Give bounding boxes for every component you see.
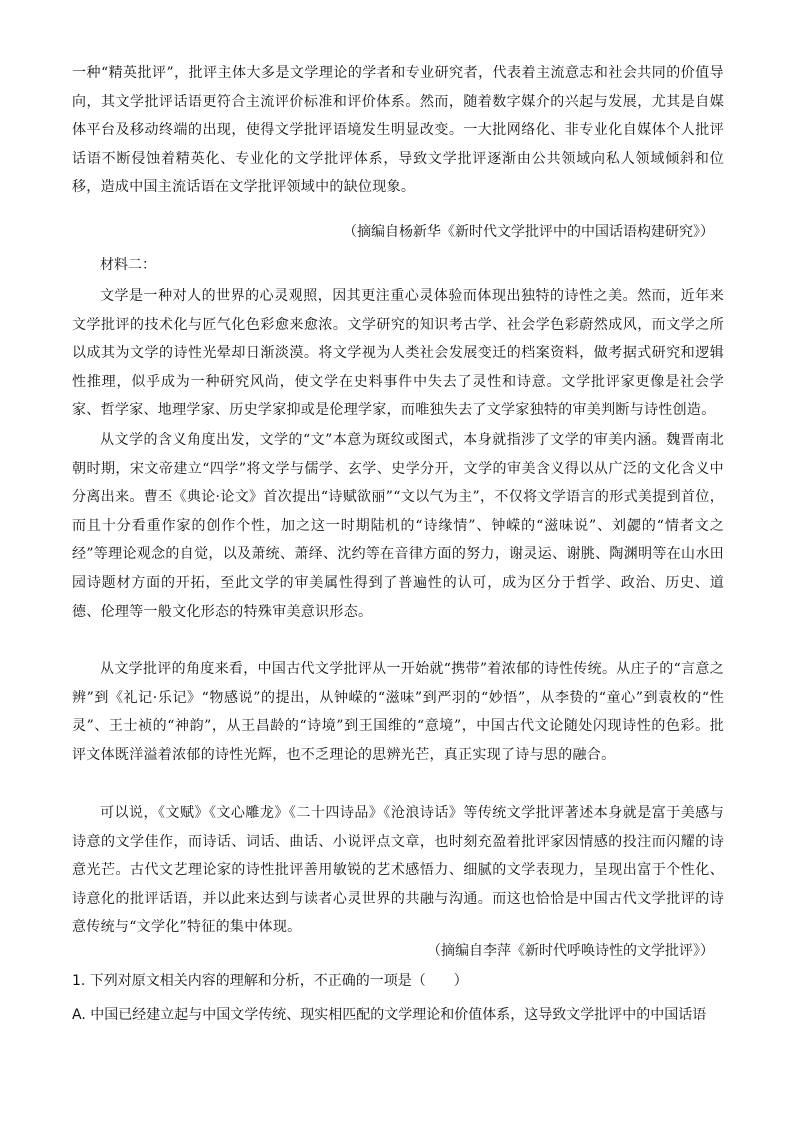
question-1-stem: 1. 下列对原文相关内容的理解和分析，不正确的一项是（ ）: [72, 973, 468, 989]
question-1-option-a: A. 中国已经建立起与中国文学传统、现实相匹配的文学理论和价值体系，这导致文学批评中的中国话语: [72, 1007, 707, 1023]
material2-paragraph-2: 从文学的含义角度出发，文学的“文”本意为斑纹或图式，本身就指涉了文学的审美内涵。魏晋南北朝时期，宋文帝建立“四学”将文学与儒学、玄学、史学分开，文学的审美含义得以从广泛的文化含义中分离出来。曹丕《典论·论文》首次提出“诗赋欲丽”“文以气为主”，不仅将文学语言的形式美提到首位，而且十分看重作家的创作个性，加之这一时期陆机的“诗缘情”、钟嵘的“滋味说”、刘勰的“情者文之经”等理论观念的自觉，以及萧统、萧绎、沈约等在音律方面的努力，谢灵运、谢朓、陶渊明等在山水田园诗题材方面的开拓，至此文学的审美属性得到了普遍性的认可，成为区分于哲学、政治、历史、道德、伦理等一般文化形态的特殊审美意识形态。: [72, 432, 724, 620]
material2-label: 材料二：: [100, 257, 156, 273]
material2-paragraph-4: 可以说，《文赋》《文心雕龙》《二十四诗品》《沧浪诗话》等传统文学批评著述本身就是富于美感与诗意的文学佳作，而诗话、词话、曲话、小说评点文章，也时刻充盈着批评家因情感的投注而闪耀的诗意光芒。古代文艺理论家的诗性批评善用敏锐的艺术感悟力、细腻的文学表现力，呈现出富于个性化、诗意化的批评话语，并以此来达到与读者心灵世界的共融与沟通。而这也恰恰是中国古代文学批评的诗意传统与“文学化”特征的集中体现。: [72, 805, 724, 936]
material1-source-citation: （摘编自杨新华《新时代文学批评中的中国话语构建研究》）: [343, 224, 714, 240]
material2-paragraph-1: 文学是一种对人的世界的心灵观照，因其更注重心灵体验而体现出独特的诗性之美。然而，近年来文学批评的技术化与匠气化色彩愈来愈浓。文学研究的知识考古学、社会学色彩蔚然成风，而文学之所以成其为文学的诗性光晕却日渐淡漠。将文学视为人类社会发展变迁的档案资料，做考据式研究和逻辑性推理，似乎成为一种研究风尚，使文学在史料事件中失去了灵性和诗意。文学批评家更像是社会学家、哲学家、地理学家、历史学家抑或是伦理学家，而唯独失去了文学家独特的审美判断与诗性创造。: [72, 288, 724, 419]
material1-closing-paragraph: 一种“精英批评”，批评主体大多是文学理论的学者和专业研究者，代表着主流意志和社会共同的价值导向，其文学批评话语更符合主流评价标准和评价体系。然而，随着数字媒介的兴起与发展，尤其是自媒体平台及移动终端的出现，使得文学批评语境发生明显改变。一大批网络化、非专业化自媒体个人批评话语不断侵蚀着精英化、专业化的文学批评体系，导致文学批评逐渐由公共领域向私人领域倾斜和位移，造成中国主流话语在文学批评领域中的缺位现象。: [72, 65, 724, 196]
material2-paragraph-3: 从文学批评的角度来看，中国古代文学批评从一开始就“携带”着浓郁的诗性传统。从庄子的“言意之辨”到《礼记·乐记》“物感说”的提出，从钟嵘的“滋味”到严羽的“妙悟”，从李贽的“童心”到袁枚的“性灵”、王士祯的“神韵”，从王昌龄的“诗境”到王国维的“意境”，中国古代文论随处闪现诗性的色彩。批评文体既洋溢着浓郁的诗性光辉，也不乏理论的思辨光芒，真正实现了诗与思的融合。: [72, 661, 724, 763]
material2-source-citation: （摘编自李萍《新时代呼唤诗性的文学批评》）: [427, 943, 714, 959]
